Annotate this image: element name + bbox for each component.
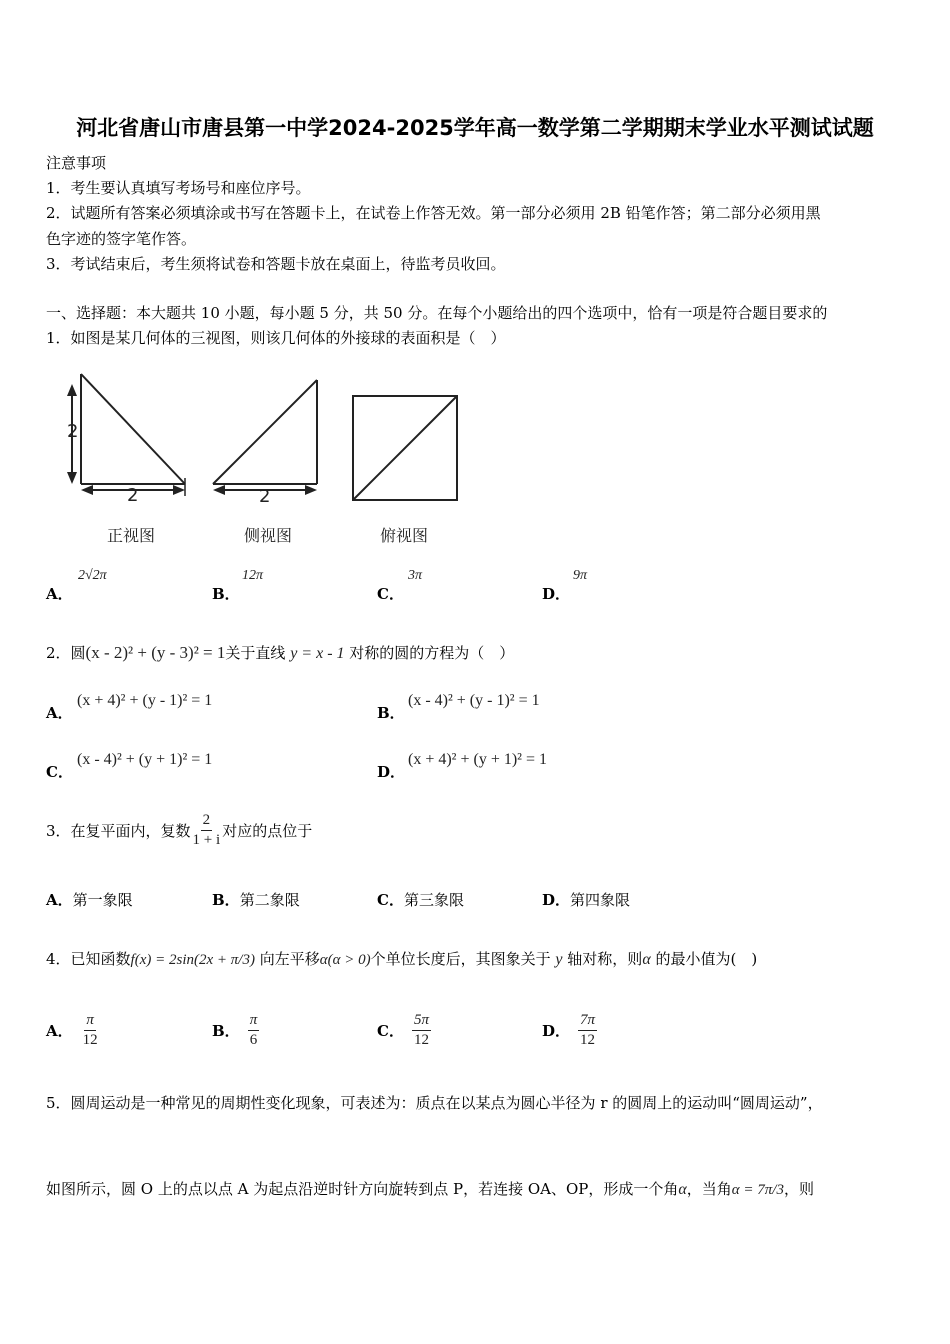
question-3-stem	[46, 804, 312, 856]
notice-item: 1．考生要认真填写考场号和座位序号。	[46, 179, 311, 197]
option-label: C．	[377, 585, 404, 603]
fraction-numerator: 2	[201, 812, 213, 831]
q2-line-equation: y = x - 1	[290, 645, 345, 662]
option-value: 第二象限	[239, 891, 300, 909]
option-value: (x - 4)² + (y + 1)² = 1	[77, 751, 213, 768]
option-label: C．	[377, 1021, 404, 1040]
option-value	[248, 1012, 260, 1049]
q4-suffix: 的最小值为( )	[655, 950, 758, 968]
fraction-denominator: 12	[580, 1031, 596, 1048]
q4-option	[377, 1008, 431, 1052]
q2-mid: 关于直线	[225, 644, 286, 662]
option-value	[578, 1012, 597, 1049]
option-value	[81, 1012, 100, 1049]
option-label: A．	[46, 704, 73, 722]
option-label: A．	[46, 585, 73, 603]
q5-line2-prefix: 如图所示，圆 O 上的点以点 A 为起点沿逆时针方向旋转到点 P，若连接 OA、OP，形成一个角	[46, 1180, 679, 1198]
q4-alpha: α	[642, 951, 651, 968]
q4-mid2: 个单位长度后，其图象关于	[370, 950, 551, 968]
front-view	[67, 374, 185, 496]
q4-option	[212, 1008, 259, 1052]
fraction-denominator: 1 + i	[192, 831, 221, 848]
option-value: (x - 4)² + (y - 1)² = 1	[408, 692, 540, 709]
q3-fraction	[191, 812, 223, 849]
side-view	[213, 380, 317, 495]
q2-suffix: 对称的圆的方程为（ ）	[349, 644, 515, 662]
question-5-line-1: 5．圆周运动是一种常见的周期性变化现象，可表述为：质点在以某点为圆心半径为 r 的圆周上的运动叫“圆周运动”，	[46, 1094, 823, 1112]
option-label: A．	[46, 1021, 73, 1040]
option-label: D．	[542, 891, 571, 909]
q4-function: f(x) = 2sin(2x + π/3)	[130, 952, 255, 968]
notice-item: 2．试题所有答案必须填涂或书写在答题卡上，在试卷上作答无效。第一部分必须用 2B 铅笔作答；第二部分必须用黑	[46, 204, 821, 222]
option-label: D．	[542, 585, 571, 603]
option-value: 12π	[242, 568, 264, 583]
side-width-label: 2	[259, 486, 271, 507]
q3-option	[46, 889, 133, 910]
fraction-numerator: 7π	[578, 1012, 597, 1031]
q5-angle-value: α = 7π/3	[731, 1182, 784, 1198]
q3-suffix: 对应的点位于	[222, 821, 313, 840]
option-label: B．	[212, 1021, 240, 1040]
option-label: D．	[377, 763, 406, 781]
q5-line2-mid: ，当角	[686, 1180, 732, 1198]
fraction-numerator: π	[248, 1012, 260, 1031]
fraction-denominator: 12	[82, 1031, 98, 1048]
q3-option	[542, 889, 630, 910]
top-view	[353, 396, 457, 500]
q5-line2-suffix: ，则	[783, 1180, 814, 1198]
q2-circle-equation: (x - 2)² + (y - 3)² = 1	[85, 643, 226, 662]
height-label: 2	[67, 421, 79, 442]
q4-option	[46, 1008, 100, 1052]
option-label: C．	[377, 891, 404, 909]
front-width-label: 2	[127, 485, 139, 506]
page-title: 河北省唐山市唐县第一中学2024-2025学年高一数学第二学期期末学业水平测试试题	[76, 116, 874, 140]
question-1-stem: 1．如图是某几何体的三视图，则该几何体的外接球的表面积是（ ）	[46, 329, 506, 347]
option-value: (x + 4)² + (y + 1)² = 1	[408, 751, 547, 768]
q4-prefix: 4．已知函数	[46, 950, 131, 968]
option-label: B．	[377, 704, 405, 722]
notice-heading: 注意事项	[46, 154, 107, 172]
option-label: C．	[46, 763, 73, 781]
option-value	[412, 1012, 431, 1049]
option-value: (x + 4)² + (y - 1)² = 1	[77, 692, 213, 709]
q4-shift: α(α > 0)	[319, 952, 371, 968]
notice-item: 3．考试结束后，考生须将试卷和答题卡放在桌面上，待监考员收回。	[46, 255, 506, 273]
option-label: B．	[212, 891, 240, 909]
q4-mid: 向左平移	[259, 950, 320, 968]
fraction-denominator: 12	[413, 1031, 429, 1048]
question-5-line-2	[46, 1178, 814, 1199]
q4-axis: y	[555, 951, 563, 968]
q5-alpha: α	[678, 1181, 687, 1198]
option-value: 2√2π	[78, 568, 107, 583]
option-label: B．	[212, 585, 240, 603]
question-2-stem	[46, 642, 514, 663]
top-view-caption: 俯视图	[380, 526, 429, 545]
q4-option	[542, 1008, 597, 1052]
option-value: 第一象限	[72, 891, 133, 909]
fraction-denominator: 6	[249, 1031, 258, 1048]
section-heading: 一、选择题：本大题共 10 小题，每小题 5 分，共 50 分。在每个小题给出的四个选项中，恰有一项是符合题目要求的	[46, 304, 828, 322]
fraction-numerator: 5π	[412, 1012, 431, 1031]
q4-mid3: 轴对称，则	[567, 950, 643, 968]
option-label: D．	[542, 1021, 571, 1040]
option-value: 3π	[408, 568, 423, 583]
front-view-caption: 正视图	[107, 526, 156, 545]
option-value: 第四象限	[570, 891, 631, 909]
question-4-stem	[46, 948, 757, 969]
q3-prefix: 3．在复平面内，复数	[46, 821, 191, 840]
option-label: A．	[46, 891, 73, 909]
fraction-numerator: π	[84, 1012, 96, 1031]
option-value: 第三象限	[403, 891, 464, 909]
option-value: 9π	[573, 568, 588, 583]
q3-option	[377, 889, 464, 910]
side-view-caption: 侧视图	[244, 526, 293, 545]
q3-option	[212, 889, 300, 910]
notice-item: 色字迹的签字笔作答。	[46, 230, 197, 248]
q2-prefix: 2．圆	[46, 644, 86, 662]
